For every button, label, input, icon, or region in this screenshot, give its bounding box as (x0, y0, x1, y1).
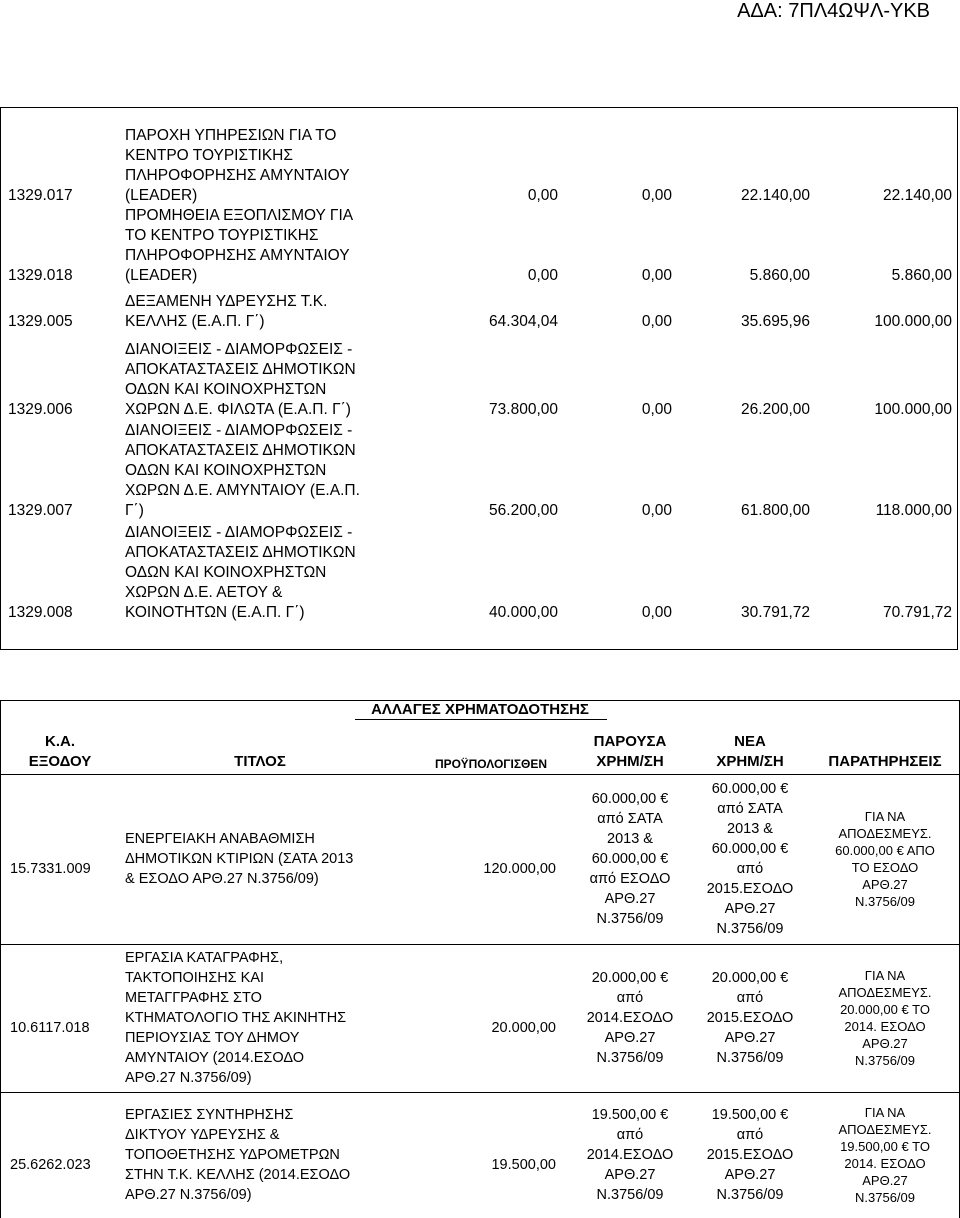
row-current-funding (560, 789, 700, 929)
header-ka-line1: Κ.Α. (45, 733, 75, 750)
row-code: 1329.018 (8, 267, 73, 284)
row-notes-line: ΑΡΘ.27 (862, 1036, 908, 1051)
row-current-line: από ΣΑΤΑ (597, 811, 663, 827)
row-code: 1329.005 (8, 313, 73, 330)
row-title-line: ΑΠΟΚΑΤΑΣΤΑΣΕΙΣ ΔΗΜΟΤΙΚΩΝ (125, 442, 356, 459)
row-notes (815, 808, 955, 910)
table-border-left (0, 700, 1, 1218)
header-notes: ΠΑΡΑΤΗΡΗΣΕΙΣ (828, 753, 942, 770)
header-current-line2: ΧΡΗΜ/ΣΗ (596, 753, 664, 770)
header-ka-line2: ΕΞΟΔΟΥ (28, 753, 92, 770)
row-code: 15.7331.009 (10, 861, 91, 877)
row-new-line: 20.000,00 € (711, 970, 789, 986)
row-title (125, 948, 346, 1088)
table-row (0, 523, 960, 623)
row-title-line: ΔΕΞΑΜΕΝΗ ΥΔΡΕΥΣΗΣ Τ.Κ. (125, 293, 328, 310)
row-title-line: ΕΝΕΡΓΕΙΑΚΗ ΑΝΑΒΑΘΜΙΣΗ (125, 831, 315, 847)
row-current-line: ΑΡΘ.27 (604, 1167, 656, 1183)
row-value-v4: 70.791,72 (883, 604, 952, 621)
row-current-line: Ν.3756/09 (596, 1050, 664, 1066)
header-new-line2: ΧΡΗΜ/ΣΗ (716, 753, 784, 770)
row-value-v4: 22.140,00 (883, 187, 952, 204)
table-row (0, 340, 960, 420)
row-title-line: ΚΕΛΛΗΣ (Ε.Α.Π. Γ΄) (125, 313, 265, 330)
row-new-line: 60.000,00 € (711, 781, 789, 797)
row-value-v4: 100.000,00 (874, 313, 952, 330)
row-title-line: (LEADER) (125, 267, 198, 284)
row-title-line: ΧΩΡΩΝ Δ.Ε. ΦΙΛΩΤΑ (Ε.Α.Π. Γ΄) (125, 401, 351, 418)
row-title-line: ΧΩΡΩΝ Δ.Ε. ΑΜΥΝΤΑΙΟΥ (Ε.Α.Π. (125, 482, 360, 499)
row-budget: 20.000,00 (491, 1020, 556, 1036)
row-title-line: ΔΙΑΝΟΙΞΕΙΣ - ΔΙΑΜΟΡΦΩΣΕΙΣ - (125, 524, 353, 541)
row-title-line: ΑΠΟΚΑΤΑΣΤΑΣΕΙΣ ΔΗΜΟΤΙΚΩΝ (125, 361, 356, 378)
row-current-line: Ν.3756/09 (596, 911, 664, 927)
row-value-v2: 0,00 (641, 502, 672, 519)
row-separator (0, 944, 960, 945)
row-title-line: ΠΡΟΜΗΘΕΙΑ ΕΞΟΠΛΙΣΜΟΥ ΓΙΑ (125, 207, 354, 224)
row-current-line: από (616, 1127, 644, 1143)
row-title (125, 1105, 350, 1205)
row-new-line: Ν.3756/09 (716, 1050, 784, 1066)
row-current-line: από ΕΣΟΔΟ (589, 871, 671, 887)
row-value-v3: 5.860,00 (749, 267, 810, 284)
row-code: 10.6117.018 (10, 1020, 90, 1036)
row-code: 1329.007 (8, 502, 73, 519)
row-code: 1329.006 (8, 401, 73, 418)
row-title-line: ΚΟΙΝΟΤΗΤΩΝ (Ε.Α.Π. Γ΄) (125, 604, 305, 621)
row-title-line: ΟΔΩΝ ΚΑΙ ΚΟΙΝΟΧΡΗΣΤΩΝ (125, 381, 327, 398)
row-title-line: ΟΔΩΝ ΚΑΙ ΚΟΙΝΟΧΡΗΣΤΩΝ (125, 462, 327, 479)
row-notes-line: ΓΙΑ ΝΑ (864, 1105, 906, 1120)
row-title-line: ΣΤΗΝ Τ.Κ. ΚΕΛΛΗΣ (2014.ΕΣΟΔΟ (125, 1167, 351, 1183)
row-value-v2: 0,00 (641, 604, 672, 621)
row-code: 1329.017 (8, 187, 73, 204)
row-notes-line: Ν.3756/09 (855, 894, 915, 909)
row-current-line: 2013 & (607, 831, 653, 847)
row-title-line: ΕΡΓΑΣΙΕΣ ΣΥΝΤΗΡΗΣΗΣ (125, 1107, 294, 1123)
row-title (125, 292, 415, 332)
row-value-v3: 30.791,72 (741, 604, 810, 621)
row-title-line: ΑΡΘ.27 Ν.3756/09) (125, 1187, 252, 1203)
row-code: 25.6262.023 (10, 1157, 91, 1173)
row-title-line: ΑΡΘ.27 Ν.3756/09) (125, 1070, 252, 1086)
row-title-line: ΠΛΗΡΟΦΟΡΗΣΗΣ ΑΜΥΝΤΑΙΟΥ (125, 247, 350, 264)
row-title-line: ΚΕΝΤΡΟ ΤΟΥΡΙΣΤΙΚΗΣ (125, 147, 293, 164)
row-value-v3: 35.695,96 (741, 313, 810, 330)
row-budget: 19.500,00 (491, 1157, 556, 1173)
row-value-v1: 0,00 (527, 267, 558, 284)
row-title (125, 340, 415, 420)
row-title-line: & ΕΣΟΔΟ ΑΡΘ.27 Ν.3756/09) (125, 871, 319, 887)
row-value-v2: 0,00 (641, 187, 672, 204)
row-current-funding (560, 1105, 700, 1205)
row-title-line: ΔΙΚΤΥΟΥ ΥΔΡΕΥΣΗΣ & (125, 1127, 280, 1143)
row-value-v3: 26.200,00 (741, 401, 810, 418)
row-notes-line: Ν.3756/09 (855, 1053, 915, 1068)
table-row (0, 126, 960, 206)
row-current-line: 20.000,00 € (591, 970, 669, 986)
row-new-line: από (736, 861, 764, 877)
row-title-line: ΜΕΤΑΓΓΡΑΦΗΣ ΣΤΟ (125, 990, 262, 1006)
header-title: ΤΙΤΛΟΣ (234, 753, 286, 770)
row-current-line: Ν.3756/09 (596, 1187, 664, 1203)
row-current-line: 2014.ΕΣΟΔΟ (586, 1010, 674, 1026)
row-title-line: ΕΡΓΑΣΙΑ ΚΑΤΑΓΡΑΦΗΣ, (125, 950, 284, 966)
row-value-v1: 64.304,04 (489, 313, 558, 330)
row-notes (815, 1104, 955, 1206)
row-title (125, 829, 353, 889)
row-new-line: από (736, 990, 764, 1006)
row-current-line: από (616, 990, 644, 1006)
row-title-line: ΑΠΟΚΑΤΑΣΤΑΣΕΙΣ ΔΗΜΟΤΙΚΩΝ (125, 544, 356, 561)
row-title (125, 126, 415, 206)
row-title (125, 206, 415, 286)
row-new-line: 2015.ΕΣΟΔΟ (706, 1147, 794, 1163)
row-value-v4: 5.860,00 (891, 267, 952, 284)
row-new-funding (680, 779, 820, 939)
row-notes-line: ΑΡΘ.27 (862, 1173, 908, 1188)
row-current-line: ΑΡΘ.27 (604, 891, 656, 907)
row-new-line: ΑΡΘ.27 (724, 1030, 776, 1046)
row-current-line: 19.500,00 € (591, 1107, 669, 1123)
row-notes-line: 2014. ΕΣΟΔΟ (844, 1019, 926, 1034)
row-current-line: 60.000,00 € (591, 851, 669, 867)
row-notes-line: ΤΟ ΕΣΟΔΟ (851, 860, 919, 875)
row-new-line: 60.000,00 € (711, 841, 789, 857)
row-current-line: ΑΡΘ.27 (604, 1030, 656, 1046)
table-row (0, 206, 960, 286)
document-ada-code: ΑΔΑ: 7ΠΛ4ΩΨΛ-ΥΚΒ (737, 0, 930, 22)
row-notes-line: 60.000,00 € ΑΠΟ (835, 843, 935, 858)
row-value-v4: 118.000,00 (875, 502, 952, 519)
row-title-line: ΟΔΩΝ ΚΑΙ ΚΟΙΝΟΧΡΗΣΤΩΝ (125, 564, 327, 581)
row-title-line: ΚΤΗΜΑΤΟΛΟΓΙΟ ΤΗΣ ΑΚΙΝΗΤΗΣ (125, 1010, 347, 1026)
row-notes-line: Ν.3756/09 (855, 1190, 915, 1205)
row-notes (815, 967, 955, 1069)
header-new-line1: ΝΕΑ (734, 733, 766, 750)
row-new-line: Ν.3756/09 (716, 921, 784, 937)
header-separator (0, 774, 960, 775)
header-budget: ΠΡΟΫΠΟΛΟΓΙΣΘΕΝ (434, 757, 548, 771)
row-value-v2: 0,00 (641, 313, 672, 330)
row-title-line: ΤΑΚΤΟΠΟΙΗΣΗΣ ΚΑΙ (125, 970, 265, 986)
row-current-line: 60.000,00 € (591, 791, 669, 807)
row-notes-line: 19.500,00 € ΤΟ (840, 1139, 930, 1154)
row-value-v1: 73.800,00 (489, 401, 558, 418)
row-notes-line: ΑΠΟΔΕΣΜΕΥΣ. (838, 985, 932, 1000)
row-title-line: ΠΛΗΡΟΦΟΡΗΣΗΣ ΑΜΥΝΤΑΙΟΥ (125, 167, 350, 184)
row-notes-line: 20.000,00 € ΤΟ (840, 1002, 930, 1017)
row-title-line: (LEADER) (125, 187, 198, 204)
row-value-v1: 0,00 (527, 187, 558, 204)
row-notes-line: ΓΙΑ ΝΑ (864, 968, 906, 983)
row-notes-line: ΑΠΟΔΕΣΜΕΥΣ. (838, 1122, 932, 1137)
row-title-line: ΔΗΜΟΤΙΚΩΝ ΚΤΙΡΙΩΝ (ΣΑΤΑ 2013 (125, 851, 354, 867)
row-notes-line: ΑΡΘ.27 (862, 877, 908, 892)
row-new-funding (680, 968, 820, 1068)
header-current (570, 732, 690, 772)
row-value-v4: 100.000,00 (874, 401, 952, 418)
row-value-v3: 22.140,00 (741, 187, 810, 204)
table-row (0, 292, 960, 332)
row-new-line: από (736, 1127, 764, 1143)
row-title-line: Γ΄) (125, 502, 144, 519)
row-title-line: ΤΟ ΚΕΝΤΡΟ ΤΟΥΡΙΣΤΙΚΗΣ (125, 227, 319, 244)
group-header: ΑΛΛΑΓΕΣ ΧΡΗΜΑΤΟΔΟΤΗΣΗΣ (371, 701, 589, 718)
row-value-v2: 0,00 (641, 401, 672, 418)
row-budget: 120.000,00 (483, 861, 556, 877)
row-new-line: 2013 & (727, 821, 773, 837)
row-separator (0, 1092, 960, 1093)
header-current-line1: ΠΑΡΟΥΣΑ (593, 733, 667, 750)
row-new-line: Ν.3756/09 (716, 1187, 784, 1203)
funding-changes-table (0, 700, 960, 1218)
row-new-line: 19.500,00 € (711, 1107, 789, 1123)
row-notes-line: ΓΙΑ ΝΑ (864, 809, 906, 824)
row-notes-line: ΑΠΟΔΕΣΜΕΥΣ. (838, 826, 932, 841)
row-new-line: 2015.ΕΣΟΔΟ (706, 1010, 794, 1026)
row-value-v2: 0,00 (641, 267, 672, 284)
row-code: 1329.008 (8, 604, 73, 621)
row-notes-line: 2014. ΕΣΟΔΟ (844, 1156, 926, 1171)
row-title-line: ΧΩΡΩΝ Δ.Ε. ΑΕΤΟΥ & (125, 584, 283, 601)
header-ka (10, 732, 110, 772)
table-row (0, 421, 960, 521)
row-current-funding (560, 968, 700, 1068)
row-value-v1: 56.200,00 (489, 502, 558, 519)
row-title (125, 421, 415, 521)
row-title-line: ΠΑΡΟΧΗ ΥΠΗΡΕΣΙΩΝ ΓΙΑ ΤΟ (125, 127, 337, 144)
header-new (690, 732, 810, 772)
row-current-line: 2014.ΕΣΟΔΟ (586, 1147, 674, 1163)
row-new-line: ΑΡΘ.27 (724, 901, 776, 917)
row-new-line: ΑΡΘ.27 (724, 1167, 776, 1183)
row-value-v1: 40.000,00 (489, 604, 558, 621)
row-new-line: 2015.ΕΣΟΔΟ (706, 881, 794, 897)
row-new-funding (680, 1105, 820, 1205)
row-title-line: ΤΟΠΟΘΕΤΗΣΗΣ ΥΔΡΟΜΕΤΡΩΝ (125, 1147, 340, 1163)
row-title (125, 523, 415, 623)
row-title-line: ΠΕΡΙΟΥΣΙΑΣ ΤΟΥ ΔΗΜΟΥ (125, 1030, 300, 1046)
row-value-v3: 61.800,00 (741, 502, 810, 519)
row-title-line: ΔΙΑΝΟΙΞΕΙΣ - ΔΙΑΜΟΡΦΩΣΕΙΣ - (125, 422, 353, 439)
row-title-line: ΔΙΑΝΟΙΞΕΙΣ - ΔΙΑΜΟΡΦΩΣΕΙΣ - (125, 341, 353, 358)
row-new-line: από ΣΑΤΑ (717, 801, 783, 817)
row-title-line: ΑΜΥΝΤΑΙΟΥ (2014.ΕΣΟΔΟ (125, 1050, 305, 1066)
